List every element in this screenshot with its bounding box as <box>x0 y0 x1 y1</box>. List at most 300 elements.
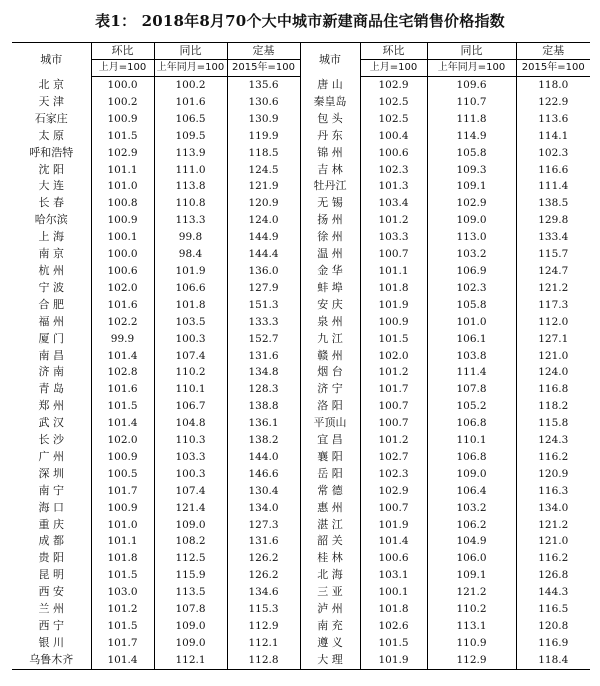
base-value-left: 126.2 <box>227 550 300 567</box>
header-yoy-sub-left: 上年同月=100 <box>154 60 227 77</box>
base-value-right: 116.5 <box>516 601 590 618</box>
base-value-right: 121.0 <box>516 348 590 365</box>
base-value-right: 122.9 <box>516 94 590 111</box>
base-value-right: 116.3 <box>516 483 590 500</box>
city-name-left: 宁 波 <box>38 280 64 294</box>
yoy-value-left: 100.2 <box>154 77 227 94</box>
mom-value-right: 102.7 <box>360 449 427 466</box>
mom-value-left: 100.8 <box>91 195 154 212</box>
yoy-value-left: 101.6 <box>154 94 227 111</box>
yoy-value-left: 109.0 <box>154 517 227 534</box>
table-body <box>12 77 590 670</box>
city-name-left: 青 岛 <box>38 382 64 396</box>
table-row <box>12 246 590 263</box>
yoy-value-right: 106.0 <box>427 550 516 567</box>
base-value-left: 136.1 <box>227 415 300 432</box>
base-value-right: 118.2 <box>516 398 590 415</box>
yoy-value-left: 106.7 <box>154 398 227 415</box>
city-name-right: 蚌 埠 <box>300 280 360 297</box>
mom-value-left: 102.0 <box>91 432 154 449</box>
mom-value-right: 101.9 <box>360 517 427 534</box>
city-name-right: 惠 州 <box>300 500 360 517</box>
mom-value-left: 101.5 <box>91 618 154 635</box>
city-name-right: 平顶山 <box>300 415 360 432</box>
base-value-left: 124.5 <box>227 162 300 179</box>
city-name-right: 北 海 <box>300 567 360 584</box>
city-name-right: 徐 州 <box>300 229 360 246</box>
table-row <box>12 229 590 246</box>
mom-value-right: 102.5 <box>360 111 427 128</box>
table-row <box>12 128 590 145</box>
base-value-right: 118.0 <box>516 77 590 94</box>
yoy-value-right: 111.8 <box>427 111 516 128</box>
header-base-left: 定基 <box>227 43 300 60</box>
price-index-table <box>12 42 590 670</box>
mom-value-left: 100.1 <box>91 229 154 246</box>
table-row <box>12 398 590 415</box>
base-value-left: 120.9 <box>227 195 300 212</box>
mom-value-right: 103.3 <box>360 229 427 246</box>
yoy-value-left: 106.5 <box>154 111 227 128</box>
base-value-left: 121.9 <box>227 178 300 195</box>
base-value-left: 112.8 <box>227 652 300 669</box>
mom-value-right: 103.4 <box>360 195 427 212</box>
base-value-right: 129.8 <box>516 212 590 229</box>
mom-value-left: 99.9 <box>91 331 154 348</box>
base-value-right: 116.6 <box>516 162 590 179</box>
table-row <box>12 364 590 381</box>
city-name-right: 南 充 <box>300 618 360 635</box>
city-name-right: 襄 阳 <box>300 449 360 466</box>
yoy-value-right: 106.9 <box>427 263 516 280</box>
table-row <box>12 331 590 348</box>
mom-value-right: 100.6 <box>360 145 427 162</box>
city-name-right: 遵 义 <box>300 635 360 652</box>
table-row <box>12 449 590 466</box>
base-value-left: 134.8 <box>227 364 300 381</box>
mom-value-left: 101.4 <box>91 415 154 432</box>
yoy-value-left: 100.3 <box>154 466 227 483</box>
table-row <box>12 77 590 94</box>
mom-value-right: 102.0 <box>360 348 427 365</box>
yoy-value-left: 110.1 <box>154 381 227 398</box>
table-row <box>12 500 590 517</box>
header-base-sub-left: 2015年=100 <box>227 60 300 77</box>
mom-value-left: 102.8 <box>91 364 154 381</box>
mom-value-right: 100.6 <box>360 550 427 567</box>
yoy-value-left: 108.2 <box>154 533 227 550</box>
mom-value-right: 103.1 <box>360 567 427 584</box>
base-value-left: 146.6 <box>227 466 300 483</box>
city-name-left: 呼和浩特 <box>29 145 74 159</box>
city-name-left: 昆 明 <box>38 568 64 582</box>
mom-value-right: 101.5 <box>360 331 427 348</box>
city-name-left: 贵 阳 <box>38 551 64 565</box>
base-value-right: 116.8 <box>516 381 590 398</box>
table-title: 表1： 2018年8月70个大中城市新建商品住宅销售价格指数 <box>95 12 505 30</box>
yoy-value-right: 104.9 <box>427 533 516 550</box>
base-value-right: 116.9 <box>516 635 590 652</box>
mom-value-right: 100.9 <box>360 314 427 331</box>
base-value-left: 136.0 <box>227 263 300 280</box>
base-value-right: 124.0 <box>516 364 590 381</box>
mom-value-left: 102.9 <box>91 145 154 162</box>
city-name-right: 大 理 <box>300 652 360 669</box>
table-row <box>12 381 590 398</box>
yoy-value-right: 113.0 <box>427 229 516 246</box>
yoy-value-left: 111.0 <box>154 162 227 179</box>
yoy-value-right: 105.2 <box>427 398 516 415</box>
city-name-left: 南 宁 <box>38 483 64 497</box>
header-yoy-left: 同比 <box>154 43 227 60</box>
header-row-primary <box>12 43 590 60</box>
table-row <box>12 533 590 550</box>
yoy-value-right: 102.3 <box>427 280 516 297</box>
base-value-right: 134.0 <box>516 500 590 517</box>
mom-value-left: 100.0 <box>91 77 154 94</box>
city-name-left: 广 州 <box>38 449 64 463</box>
yoy-value-right: 103.2 <box>427 500 516 517</box>
city-name-right: 锦 州 <box>300 145 360 162</box>
base-value-right: 121.2 <box>516 517 590 534</box>
base-value-right: 126.8 <box>516 567 590 584</box>
yoy-value-left: 121.4 <box>154 500 227 517</box>
mom-value-left: 101.2 <box>91 601 154 618</box>
mom-value-left: 101.8 <box>91 550 154 567</box>
yoy-value-left: 107.8 <box>154 601 227 618</box>
mom-value-right: 102.9 <box>360 483 427 500</box>
header-mom-left: 环比 <box>91 43 154 60</box>
yoy-value-right: 110.7 <box>427 94 516 111</box>
city-name-right: 洛 阳 <box>300 398 360 415</box>
table-row <box>12 635 590 652</box>
base-value-left: 130.9 <box>227 111 300 128</box>
yoy-value-right: 109.6 <box>427 77 516 94</box>
table-row <box>12 280 590 297</box>
table-row <box>12 212 590 229</box>
city-name-right: 烟 台 <box>300 364 360 381</box>
yoy-value-right: 109.3 <box>427 162 516 179</box>
yoy-value-right: 102.9 <box>427 195 516 212</box>
city-name-left: 天 津 <box>38 94 64 108</box>
city-name-right: 桂 林 <box>300 550 360 567</box>
mom-value-right: 102.5 <box>360 94 427 111</box>
city-name-left: 南 昌 <box>38 348 64 362</box>
mom-value-left: 101.5 <box>91 398 154 415</box>
base-value-left: 138.8 <box>227 398 300 415</box>
mom-value-left: 100.0 <box>91 246 154 263</box>
table-row <box>12 567 590 584</box>
yoy-value-left: 113.8 <box>154 178 227 195</box>
mom-value-right: 102.3 <box>360 162 427 179</box>
city-name-right: 扬 州 <box>300 212 360 229</box>
base-value-right: 120.9 <box>516 466 590 483</box>
city-name-right: 金 华 <box>300 263 360 280</box>
city-name-right: 安 庆 <box>300 297 360 314</box>
yoy-value-right: 110.2 <box>427 601 516 618</box>
base-value-left: 135.6 <box>227 77 300 94</box>
yoy-value-left: 107.4 <box>154 483 227 500</box>
yoy-value-left: 110.8 <box>154 195 227 212</box>
yoy-value-left: 100.3 <box>154 331 227 348</box>
table-row <box>12 517 590 534</box>
mom-value-left: 101.4 <box>91 348 154 365</box>
base-value-left: 112.1 <box>227 635 300 652</box>
yoy-value-right: 114.9 <box>427 128 516 145</box>
city-name-right: 秦皇岛 <box>300 94 360 111</box>
mom-value-right: 101.2 <box>360 364 427 381</box>
table-row <box>12 178 590 195</box>
yoy-value-left: 113.9 <box>154 145 227 162</box>
base-value-left: 127.3 <box>227 517 300 534</box>
table-row <box>12 145 590 162</box>
table-row <box>12 348 590 365</box>
city-name-left: 北 京 <box>38 77 64 91</box>
mom-value-left: 101.6 <box>91 381 154 398</box>
city-name-left: 西 宁 <box>38 619 64 632</box>
table-row <box>12 618 590 635</box>
yoy-value-right: 113.1 <box>427 618 516 635</box>
table-row <box>12 432 590 449</box>
yoy-value-right: 109.0 <box>427 212 516 229</box>
city-name-left: 杭 州 <box>38 263 64 277</box>
base-value-left: 131.6 <box>227 533 300 550</box>
mom-value-left: 101.7 <box>91 483 154 500</box>
yoy-value-right: 111.4 <box>427 364 516 381</box>
table-row <box>12 601 590 618</box>
base-value-right: 111.4 <box>516 178 590 195</box>
base-value-right: 113.6 <box>516 111 590 128</box>
city-name-left: 武 汉 <box>38 416 64 430</box>
mom-value-left: 103.0 <box>91 584 154 601</box>
mom-value-left: 101.0 <box>91 517 154 534</box>
header-yoy-right: 同比 <box>427 43 516 60</box>
mom-value-left: 100.5 <box>91 466 154 483</box>
base-value-right: 118.4 <box>516 652 590 669</box>
mom-value-right: 101.8 <box>360 280 427 297</box>
yoy-value-left: 109.0 <box>154 618 227 635</box>
city-name-left: 乌鲁木齐 <box>12 652 91 669</box>
city-name-left: 长 沙 <box>38 433 64 447</box>
mom-value-right: 100.7 <box>360 415 427 432</box>
base-value-left: 152.7 <box>227 331 300 348</box>
city-name-left: 哈尔滨 <box>34 213 68 227</box>
base-value-right: 114.1 <box>516 128 590 145</box>
mom-value-right: 102.9 <box>360 77 427 94</box>
base-value-right: 112.0 <box>516 314 590 331</box>
yoy-value-right: 110.1 <box>427 432 516 449</box>
yoy-value-right: 109.1 <box>427 178 516 195</box>
mom-value-left: 101.5 <box>91 567 154 584</box>
mom-value-left: 101.4 <box>91 652 154 669</box>
table-row <box>12 263 590 280</box>
base-value-left: 131.6 <box>227 348 300 365</box>
table-row <box>12 111 590 128</box>
yoy-value-left: 101.9 <box>154 263 227 280</box>
mom-value-left: 100.9 <box>91 212 154 229</box>
city-name-right: 九 江 <box>300 331 360 348</box>
mom-value-left: 101.1 <box>91 533 154 550</box>
yoy-value-left: 110.2 <box>154 364 227 381</box>
header-mom-sub-right: 上月=100 <box>360 60 427 77</box>
mom-value-right: 101.3 <box>360 178 427 195</box>
mom-value-left: 100.9 <box>91 449 154 466</box>
table-row <box>12 483 590 500</box>
base-value-right: 120.8 <box>516 618 590 635</box>
city-name-left: 福 州 <box>38 314 64 328</box>
yoy-value-right: 103.2 <box>427 246 516 263</box>
base-value-right: 124.3 <box>516 432 590 449</box>
table-row <box>12 466 590 483</box>
base-value-right: 117.3 <box>516 297 590 314</box>
mom-value-right: 101.4 <box>360 533 427 550</box>
yoy-value-right: 103.8 <box>427 348 516 365</box>
city-name-right: 包 头 <box>300 111 360 128</box>
yoy-value-left: 106.6 <box>154 280 227 297</box>
yoy-value-left: 101.8 <box>154 297 227 314</box>
city-name-right: 丹 东 <box>300 128 360 145</box>
base-value-right: 116.2 <box>516 550 590 567</box>
table-row <box>12 652 590 669</box>
mom-value-right: 100.1 <box>360 584 427 601</box>
city-name-left: 兰 州 <box>38 602 64 616</box>
mom-value-left: 102.0 <box>91 280 154 297</box>
mom-value-left: 101.1 <box>91 162 154 179</box>
header-city-right: 城市 <box>300 43 360 77</box>
base-value-left: 128.3 <box>227 381 300 398</box>
mom-value-right: 102.3 <box>360 466 427 483</box>
mom-value-left: 100.9 <box>91 500 154 517</box>
table-row <box>12 297 590 314</box>
city-name-right: 三 亚 <box>300 584 360 601</box>
city-name-right: 唐 山 <box>300 77 360 94</box>
base-value-left: 134.0 <box>227 500 300 517</box>
base-value-left: 115.3 <box>227 601 300 618</box>
yoy-value-right: 106.4 <box>427 483 516 500</box>
base-value-right: 138.5 <box>516 195 590 212</box>
city-name-left: 合 肥 <box>38 297 64 311</box>
base-value-left: 133.3 <box>227 314 300 331</box>
city-name-left: 郑 州 <box>38 399 64 413</box>
base-value-left: 126.2 <box>227 567 300 584</box>
yoy-value-left: 112.5 <box>154 550 227 567</box>
city-name-left: 济 南 <box>38 365 64 379</box>
yoy-value-right: 105.8 <box>427 297 516 314</box>
city-name-right: 赣 州 <box>300 348 360 365</box>
header-mom-right: 环比 <box>360 43 427 60</box>
city-name-left: 西 安 <box>38 585 64 599</box>
base-value-left: 130.4 <box>227 483 300 500</box>
base-value-right: 102.3 <box>516 145 590 162</box>
header-mom-sub-left: 上月=100 <box>91 60 154 77</box>
yoy-value-left: 98.4 <box>154 246 227 263</box>
base-value-left: 130.6 <box>227 94 300 111</box>
yoy-value-left: 103.3 <box>154 449 227 466</box>
yoy-value-left: 110.3 <box>154 432 227 449</box>
mom-value-right: 101.8 <box>360 601 427 618</box>
mom-value-right: 101.2 <box>360 212 427 229</box>
mom-value-right: 101.9 <box>360 297 427 314</box>
header-base-right: 定基 <box>516 43 590 60</box>
yoy-value-left: 113.5 <box>154 584 227 601</box>
base-value-right: 116.2 <box>516 449 590 466</box>
mom-value-left: 100.6 <box>91 263 154 280</box>
yoy-value-right: 105.8 <box>427 145 516 162</box>
mom-value-left: 100.2 <box>91 94 154 111</box>
base-value-right: 144.3 <box>516 584 590 601</box>
mom-value-right: 101.7 <box>360 381 427 398</box>
city-name-right: 泸 州 <box>300 601 360 618</box>
mom-value-right: 100.7 <box>360 500 427 517</box>
base-value-right: 115.7 <box>516 246 590 263</box>
mom-value-left: 101.0 <box>91 178 154 195</box>
table-row <box>12 415 590 432</box>
header-yoy-sub-right: 上年同月=100 <box>427 60 516 77</box>
yoy-value-right: 112.9 <box>427 652 516 669</box>
table-row <box>12 584 590 601</box>
yoy-value-right: 106.8 <box>427 449 516 466</box>
base-value-left: 112.9 <box>227 618 300 635</box>
mom-value-right: 100.4 <box>360 128 427 145</box>
city-name-right: 韶 关 <box>300 533 360 550</box>
table-row <box>12 94 590 111</box>
base-value-right: 124.7 <box>516 263 590 280</box>
city-name-left: 大 连 <box>38 179 64 193</box>
base-value-left: 124.0 <box>227 212 300 229</box>
yoy-value-left: 109.0 <box>154 635 227 652</box>
base-value-right: 121.0 <box>516 533 590 550</box>
city-name-right: 济 宁 <box>300 381 360 398</box>
yoy-value-left: 115.9 <box>154 567 227 584</box>
yoy-value-right: 106.8 <box>427 415 516 432</box>
city-name-right: 岳 阳 <box>300 466 360 483</box>
mom-value-right: 101.2 <box>360 432 427 449</box>
city-name-left: 成 都 <box>38 534 64 548</box>
city-name-left: 石家庄 <box>34 111 68 125</box>
base-value-right: 127.1 <box>516 331 590 348</box>
city-name-left: 沈 阳 <box>38 162 64 176</box>
yoy-value-right: 109.0 <box>427 466 516 483</box>
city-name-right: 吉 林 <box>300 162 360 179</box>
city-name-left: 海 口 <box>38 500 64 514</box>
city-name-left: 上 海 <box>38 230 64 244</box>
yoy-value-right: 106.2 <box>427 517 516 534</box>
yoy-value-left: 109.5 <box>154 128 227 145</box>
header-city-left: 城市 <box>12 43 91 77</box>
yoy-value-right: 109.1 <box>427 567 516 584</box>
yoy-value-right: 121.2 <box>427 584 516 601</box>
city-name-right: 温 州 <box>300 246 360 263</box>
base-value-left: 119.9 <box>227 128 300 145</box>
city-name-left: 厦 门 <box>38 331 64 345</box>
yoy-value-right: 101.0 <box>427 314 516 331</box>
mom-value-right: 102.6 <box>360 618 427 635</box>
mom-value-left: 101.5 <box>91 128 154 145</box>
yoy-value-right: 106.1 <box>427 331 516 348</box>
base-value-left: 144.4 <box>227 246 300 263</box>
city-name-left: 南 京 <box>38 247 64 261</box>
base-value-right: 133.4 <box>516 229 590 246</box>
city-name-left: 太 原 <box>38 128 64 142</box>
table-row <box>12 314 590 331</box>
city-name-right: 无 锡 <box>300 195 360 212</box>
city-name-right: 常 德 <box>300 483 360 500</box>
yoy-value-left: 99.8 <box>154 229 227 246</box>
price-index-table-container <box>12 42 590 670</box>
yoy-value-left: 113.3 <box>154 212 227 229</box>
base-value-left: 151.3 <box>227 297 300 314</box>
mom-value-right: 100.7 <box>360 246 427 263</box>
